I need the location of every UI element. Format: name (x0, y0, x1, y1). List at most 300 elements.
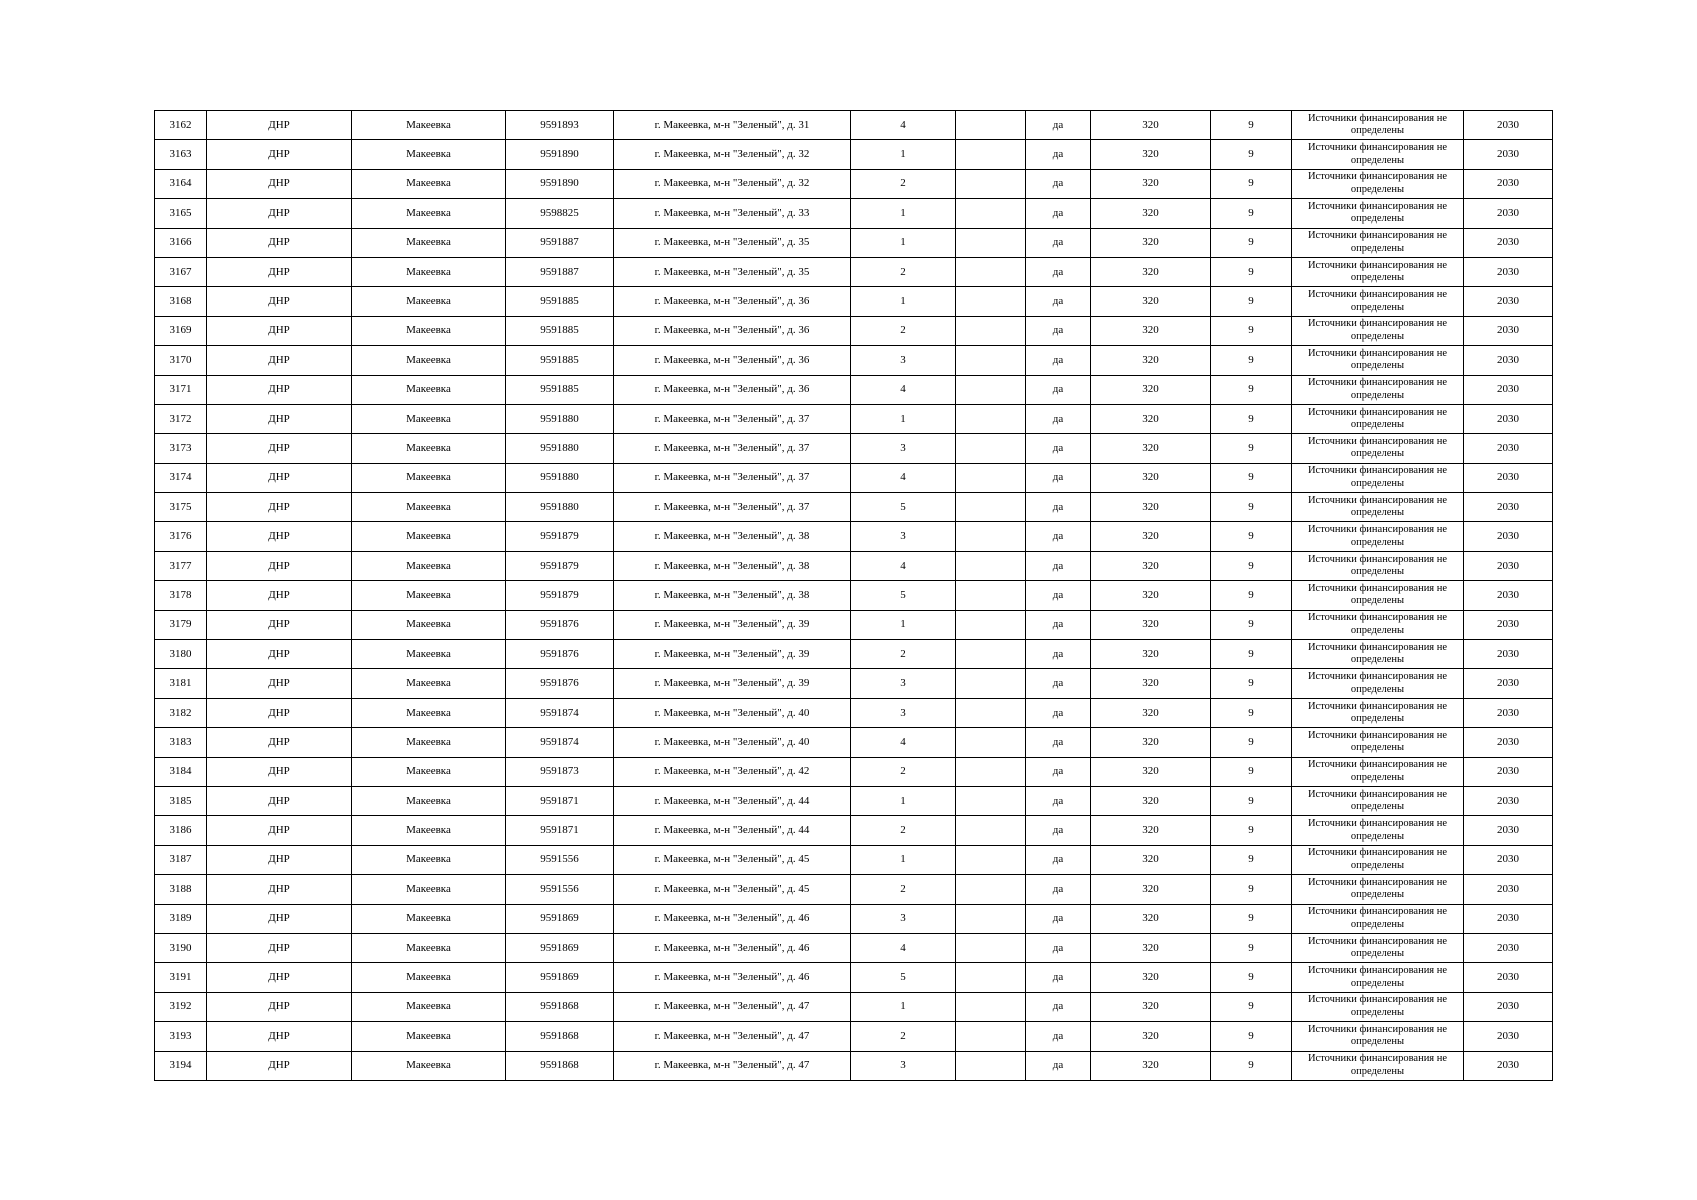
cell-city: Макеевка (352, 551, 506, 580)
cell-funding-source: Источники финансирования не определены (1292, 493, 1464, 522)
table-row (155, 375, 1553, 404)
cell-flag: да (1026, 169, 1091, 198)
cell-address: г. Макеевка, м-н "Зеленый", д. 38 (614, 522, 851, 551)
cell-code: 9591879 (506, 522, 614, 551)
cell-flag: да (1026, 1051, 1091, 1080)
cell-address: г. Макеевка, м-н "Зеленый", д. 42 (614, 757, 851, 786)
cell-entrance: 2 (851, 875, 956, 904)
cell-code: 9591871 (506, 786, 614, 815)
cell-funding-source: Источники финансирования не определены (1292, 669, 1464, 698)
cell-year: 2030 (1464, 933, 1553, 962)
cell-value-2: 9 (1211, 992, 1292, 1021)
cell-empty (956, 904, 1026, 933)
cell-value-2: 9 (1211, 346, 1292, 375)
table-row (155, 933, 1553, 962)
cell-entrance: 3 (851, 1051, 956, 1080)
cell-city: Макеевка (352, 257, 506, 286)
cell-entrance: 3 (851, 522, 956, 551)
cell-empty (956, 963, 1026, 992)
table-row (155, 522, 1553, 551)
cell-number: 3192 (155, 992, 207, 1021)
table-row (155, 140, 1553, 169)
cell-empty (956, 1051, 1026, 1080)
table-row (155, 875, 1553, 904)
cell-code: 9591868 (506, 992, 614, 1021)
cell-entrance: 1 (851, 228, 956, 257)
cell-flag: да (1026, 640, 1091, 669)
cell-address: г. Макеевка, м-н "Зеленый", д. 37 (614, 434, 851, 463)
cell-address: г. Макеевка, м-н "Зеленый", д. 38 (614, 551, 851, 580)
cell-code: 9591887 (506, 257, 614, 286)
cell-city: Макеевка (352, 786, 506, 815)
cell-number: 3194 (155, 1051, 207, 1080)
cell-empty (956, 228, 1026, 257)
cell-year: 2030 (1464, 845, 1553, 874)
cell-address: г. Макеевка, м-н "Зеленый", д. 35 (614, 257, 851, 286)
cell-year: 2030 (1464, 257, 1553, 286)
cell-flag: да (1026, 287, 1091, 316)
cell-value-2: 9 (1211, 933, 1292, 962)
cell-funding-source: Источники финансирования не определены (1292, 287, 1464, 316)
cell-funding-source: Источники финансирования не определены (1292, 522, 1464, 551)
cell-value-1: 320 (1091, 933, 1211, 962)
cell-code: 9591885 (506, 375, 614, 404)
cell-region: ДНР (207, 434, 352, 463)
cell-funding-source: Источники финансирования не определены (1292, 1051, 1464, 1080)
cell-value-2: 9 (1211, 786, 1292, 815)
cell-region: ДНР (207, 786, 352, 815)
cell-city: Макеевка (352, 375, 506, 404)
cell-code: 9591880 (506, 493, 614, 522)
cell-address: г. Макеевка, м-н "Зеленый", д. 36 (614, 287, 851, 316)
cell-funding-source: Источники финансирования не определены (1292, 933, 1464, 962)
cell-value-2: 9 (1211, 434, 1292, 463)
cell-region: ДНР (207, 816, 352, 845)
cell-value-2: 9 (1211, 1051, 1292, 1080)
cell-year: 2030 (1464, 669, 1553, 698)
cell-value-1: 320 (1091, 140, 1211, 169)
table-row (155, 786, 1553, 815)
table-body (155, 111, 1553, 1081)
cell-region: ДНР (207, 669, 352, 698)
cell-empty (956, 610, 1026, 639)
cell-flag: да (1026, 1022, 1091, 1051)
cell-value-1: 320 (1091, 169, 1211, 198)
cell-entrance: 3 (851, 434, 956, 463)
cell-empty (956, 140, 1026, 169)
cell-region: ДНР (207, 640, 352, 669)
cell-address: г. Макеевка, м-н "Зеленый", д. 39 (614, 640, 851, 669)
cell-number: 3169 (155, 316, 207, 345)
cell-region: ДНР (207, 493, 352, 522)
cell-entrance: 2 (851, 757, 956, 786)
cell-value-1: 320 (1091, 875, 1211, 904)
cell-number: 3162 (155, 111, 207, 140)
cell-funding-source: Источники финансирования не определены (1292, 404, 1464, 433)
cell-city: Макеевка (352, 845, 506, 874)
cell-city: Макеевка (352, 228, 506, 257)
cell-address: г. Макеевка, м-н "Зеленый", д. 33 (614, 199, 851, 228)
cell-code: 9591871 (506, 816, 614, 845)
cell-funding-source: Источники финансирования не определены (1292, 757, 1464, 786)
cell-value-2: 9 (1211, 816, 1292, 845)
cell-city: Макеевка (352, 346, 506, 375)
cell-flag: да (1026, 786, 1091, 815)
cell-code: 9591869 (506, 963, 614, 992)
cell-entrance: 5 (851, 581, 956, 610)
cell-city: Макеевка (352, 522, 506, 551)
cell-code: 9598825 (506, 199, 614, 228)
cell-region: ДНР (207, 463, 352, 492)
table-row (155, 551, 1553, 580)
cell-funding-source: Источники финансирования не определены (1292, 140, 1464, 169)
cell-address: г. Макеевка, м-н "Зеленый", д. 47 (614, 1022, 851, 1051)
cell-number: 3165 (155, 199, 207, 228)
cell-flag: да (1026, 375, 1091, 404)
cell-code: 9591876 (506, 640, 614, 669)
cell-flag: да (1026, 199, 1091, 228)
cell-value-1: 320 (1091, 1022, 1211, 1051)
cell-entrance: 1 (851, 610, 956, 639)
cell-value-1: 320 (1091, 992, 1211, 1021)
cell-year: 2030 (1464, 463, 1553, 492)
cell-code: 9591556 (506, 875, 614, 904)
cell-region: ДНР (207, 698, 352, 727)
cell-number: 3176 (155, 522, 207, 551)
cell-value-1: 320 (1091, 963, 1211, 992)
cell-value-1: 320 (1091, 287, 1211, 316)
cell-value-1: 320 (1091, 316, 1211, 345)
cell-value-2: 9 (1211, 551, 1292, 580)
cell-funding-source: Источники финансирования не определены (1292, 875, 1464, 904)
cell-year: 2030 (1464, 522, 1553, 551)
table-row (155, 845, 1553, 874)
cell-city: Макеевка (352, 992, 506, 1021)
cell-number: 3187 (155, 845, 207, 874)
cell-year: 2030 (1464, 816, 1553, 845)
cell-year: 2030 (1464, 757, 1553, 786)
cell-year: 2030 (1464, 610, 1553, 639)
cell-flag: да (1026, 933, 1091, 962)
cell-code: 9591874 (506, 698, 614, 727)
cell-funding-source: Источники финансирования не определены (1292, 728, 1464, 757)
cell-empty (956, 434, 1026, 463)
cell-code: 9591885 (506, 287, 614, 316)
cell-city: Макеевка (352, 111, 506, 140)
cell-code: 9591873 (506, 757, 614, 786)
cell-city: Макеевка (352, 669, 506, 698)
cell-year: 2030 (1464, 786, 1553, 815)
cell-year: 2030 (1464, 287, 1553, 316)
table-row (155, 228, 1553, 257)
cell-flag: да (1026, 551, 1091, 580)
cell-address: г. Макеевка, м-н "Зеленый", д. 44 (614, 786, 851, 815)
cell-city: Макеевка (352, 287, 506, 316)
cell-value-2: 9 (1211, 463, 1292, 492)
cell-value-1: 320 (1091, 816, 1211, 845)
cell-funding-source: Источники финансирования не определены (1292, 816, 1464, 845)
cell-empty (956, 728, 1026, 757)
data-table (154, 110, 1553, 1081)
cell-region: ДНР (207, 375, 352, 404)
cell-city: Макеевка (352, 1051, 506, 1080)
cell-value-1: 320 (1091, 845, 1211, 874)
cell-code: 9591885 (506, 316, 614, 345)
cell-funding-source: Источники финансирования не определены (1292, 257, 1464, 286)
table-row (155, 669, 1553, 698)
cell-address: г. Макеевка, м-н "Зеленый", д. 31 (614, 111, 851, 140)
cell-funding-source: Источники финансирования не определены (1292, 992, 1464, 1021)
cell-code: 9591556 (506, 845, 614, 874)
cell-value-2: 9 (1211, 698, 1292, 727)
cell-region: ДНР (207, 257, 352, 286)
cell-value-2: 9 (1211, 228, 1292, 257)
table-row (155, 199, 1553, 228)
cell-entrance: 4 (851, 933, 956, 962)
cell-value-1: 320 (1091, 199, 1211, 228)
cell-address: г. Макеевка, м-н "Зеленый", д. 45 (614, 845, 851, 874)
cell-entrance: 4 (851, 463, 956, 492)
table-row (155, 698, 1553, 727)
cell-funding-source: Источники финансирования не определены (1292, 786, 1464, 815)
cell-flag: да (1026, 493, 1091, 522)
cell-address: г. Макеевка, м-н "Зеленый", д. 38 (614, 581, 851, 610)
cell-funding-source: Источники финансирования не определены (1292, 904, 1464, 933)
cell-entrance: 5 (851, 493, 956, 522)
cell-empty (956, 581, 1026, 610)
cell-entrance: 1 (851, 992, 956, 1021)
cell-city: Макеевка (352, 698, 506, 727)
cell-empty (956, 933, 1026, 962)
cell-flag: да (1026, 434, 1091, 463)
cell-flag: да (1026, 610, 1091, 639)
cell-flag: да (1026, 757, 1091, 786)
cell-funding-source: Источники финансирования не определены (1292, 169, 1464, 198)
cell-value-1: 320 (1091, 463, 1211, 492)
cell-funding-source: Источники финансирования не определены (1292, 346, 1464, 375)
cell-entrance: 2 (851, 640, 956, 669)
cell-year: 2030 (1464, 169, 1553, 198)
cell-year: 2030 (1464, 728, 1553, 757)
cell-region: ДНР (207, 875, 352, 904)
cell-city: Макеевка (352, 963, 506, 992)
cell-code: 9591893 (506, 111, 614, 140)
cell-code: 9591890 (506, 169, 614, 198)
cell-value-2: 9 (1211, 640, 1292, 669)
cell-year: 2030 (1464, 551, 1553, 580)
cell-region: ДНР (207, 316, 352, 345)
table-row (155, 581, 1553, 610)
table-row (155, 463, 1553, 492)
cell-number: 3178 (155, 581, 207, 610)
cell-code: 9591880 (506, 434, 614, 463)
cell-empty (956, 463, 1026, 492)
cell-number: 3183 (155, 728, 207, 757)
cell-entrance: 4 (851, 551, 956, 580)
cell-region: ДНР (207, 140, 352, 169)
cell-empty (956, 845, 1026, 874)
cell-empty (956, 404, 1026, 433)
cell-address: г. Макеевка, м-н "Зеленый", д. 37 (614, 493, 851, 522)
cell-region: ДНР (207, 346, 352, 375)
cell-year: 2030 (1464, 111, 1553, 140)
cell-funding-source: Источники финансирования не определены (1292, 111, 1464, 140)
cell-region: ДНР (207, 581, 352, 610)
cell-code: 9591880 (506, 404, 614, 433)
cell-flag: да (1026, 875, 1091, 904)
cell-value-1: 320 (1091, 581, 1211, 610)
cell-number: 3189 (155, 904, 207, 933)
cell-address: г. Макеевка, м-н "Зеленый", д. 32 (614, 169, 851, 198)
cell-entrance: 2 (851, 816, 956, 845)
cell-flag: да (1026, 581, 1091, 610)
cell-entrance: 3 (851, 346, 956, 375)
cell-number: 3182 (155, 698, 207, 727)
cell-year: 2030 (1464, 992, 1553, 1021)
cell-code: 9591880 (506, 463, 614, 492)
cell-value-1: 320 (1091, 757, 1211, 786)
cell-flag: да (1026, 963, 1091, 992)
cell-code: 9591874 (506, 728, 614, 757)
cell-year: 2030 (1464, 581, 1553, 610)
cell-funding-source: Источники финансирования не определены (1292, 434, 1464, 463)
cell-flag: да (1026, 816, 1091, 845)
cell-address: г. Макеевка, м-н "Зеленый", д. 40 (614, 698, 851, 727)
cell-number: 3180 (155, 640, 207, 669)
cell-value-1: 320 (1091, 786, 1211, 815)
table-row (155, 992, 1553, 1021)
cell-value-1: 320 (1091, 640, 1211, 669)
cell-region: ДНР (207, 199, 352, 228)
cell-code: 9591879 (506, 581, 614, 610)
cell-funding-source: Источники финансирования не определены (1292, 316, 1464, 345)
cell-address: г. Макеевка, м-н "Зеленый", д. 46 (614, 933, 851, 962)
cell-value-2: 9 (1211, 728, 1292, 757)
cell-flag: да (1026, 257, 1091, 286)
cell-number: 3186 (155, 816, 207, 845)
cell-empty (956, 316, 1026, 345)
table-row (155, 287, 1553, 316)
cell-region: ДНР (207, 522, 352, 551)
cell-number: 3188 (155, 875, 207, 904)
table-row (155, 434, 1553, 463)
cell-code: 9591890 (506, 140, 614, 169)
cell-address: г. Макеевка, м-н "Зеленый", д. 46 (614, 963, 851, 992)
table-row (155, 640, 1553, 669)
cell-region: ДНР (207, 728, 352, 757)
cell-code: 9591868 (506, 1022, 614, 1051)
cell-entrance: 1 (851, 786, 956, 815)
cell-flag: да (1026, 140, 1091, 169)
cell-number: 3175 (155, 493, 207, 522)
cell-year: 2030 (1464, 904, 1553, 933)
cell-number: 3167 (155, 257, 207, 286)
cell-number: 3170 (155, 346, 207, 375)
cell-address: г. Макеевка, м-н "Зеленый", д. 45 (614, 875, 851, 904)
cell-flag: да (1026, 845, 1091, 874)
table-row (155, 1022, 1553, 1051)
cell-year: 2030 (1464, 228, 1553, 257)
cell-number: 3172 (155, 404, 207, 433)
cell-region: ДНР (207, 610, 352, 639)
cell-value-1: 320 (1091, 522, 1211, 551)
cell-funding-source: Источники финансирования не определены (1292, 228, 1464, 257)
cell-value-2: 9 (1211, 199, 1292, 228)
cell-flag: да (1026, 904, 1091, 933)
cell-value-1: 320 (1091, 610, 1211, 639)
cell-code: 9591876 (506, 610, 614, 639)
cell-empty (956, 169, 1026, 198)
cell-year: 2030 (1464, 875, 1553, 904)
cell-value-2: 9 (1211, 669, 1292, 698)
table-row (155, 316, 1553, 345)
cell-code: 9591887 (506, 228, 614, 257)
cell-entrance: 1 (851, 199, 956, 228)
cell-value-2: 9 (1211, 316, 1292, 345)
cell-value-2: 9 (1211, 757, 1292, 786)
cell-address: г. Макеевка, м-н "Зеленый", д. 35 (614, 228, 851, 257)
cell-flag: да (1026, 992, 1091, 1021)
table-row (155, 816, 1553, 845)
cell-value-2: 9 (1211, 904, 1292, 933)
cell-value-1: 320 (1091, 1051, 1211, 1080)
cell-value-2: 9 (1211, 610, 1292, 639)
cell-city: Макеевка (352, 610, 506, 639)
cell-city: Макеевка (352, 140, 506, 169)
cell-year: 2030 (1464, 640, 1553, 669)
cell-address: г. Макеевка, м-н "Зеленый", д. 44 (614, 816, 851, 845)
cell-year: 2030 (1464, 493, 1553, 522)
cell-flag: да (1026, 522, 1091, 551)
cell-value-2: 9 (1211, 375, 1292, 404)
cell-empty (956, 346, 1026, 375)
cell-code: 9591869 (506, 933, 614, 962)
cell-address: г. Макеевка, м-н "Зеленый", д. 40 (614, 728, 851, 757)
cell-region: ДНР (207, 933, 352, 962)
cell-value-2: 9 (1211, 1022, 1292, 1051)
cell-year: 2030 (1464, 346, 1553, 375)
cell-city: Макеевка (352, 581, 506, 610)
cell-empty (956, 493, 1026, 522)
cell-city: Макеевка (352, 199, 506, 228)
cell-address: г. Макеевка, м-н "Зеленый", д. 47 (614, 992, 851, 1021)
cell-funding-source: Источники финансирования не определены (1292, 610, 1464, 639)
cell-year: 2030 (1464, 199, 1553, 228)
cell-code: 9591876 (506, 669, 614, 698)
cell-empty (956, 287, 1026, 316)
cell-entrance: 1 (851, 845, 956, 874)
cell-year: 2030 (1464, 404, 1553, 433)
cell-value-2: 9 (1211, 404, 1292, 433)
cell-address: г. Макеевка, м-н "Зеленый", д. 37 (614, 404, 851, 433)
cell-empty (956, 111, 1026, 140)
cell-number: 3179 (155, 610, 207, 639)
cell-number: 3166 (155, 228, 207, 257)
cell-flag: да (1026, 463, 1091, 492)
table-row (155, 111, 1553, 140)
cell-city: Макеевка (352, 434, 506, 463)
cell-region: ДНР (207, 287, 352, 316)
cell-entrance: 1 (851, 287, 956, 316)
cell-code: 9591879 (506, 551, 614, 580)
cell-funding-source: Источники финансирования не определены (1292, 640, 1464, 669)
cell-region: ДНР (207, 111, 352, 140)
cell-value-2: 9 (1211, 963, 1292, 992)
cell-city: Макеевка (352, 816, 506, 845)
cell-address: г. Макеевка, м-н "Зеленый", д. 32 (614, 140, 851, 169)
cell-empty (956, 698, 1026, 727)
cell-value-2: 9 (1211, 287, 1292, 316)
